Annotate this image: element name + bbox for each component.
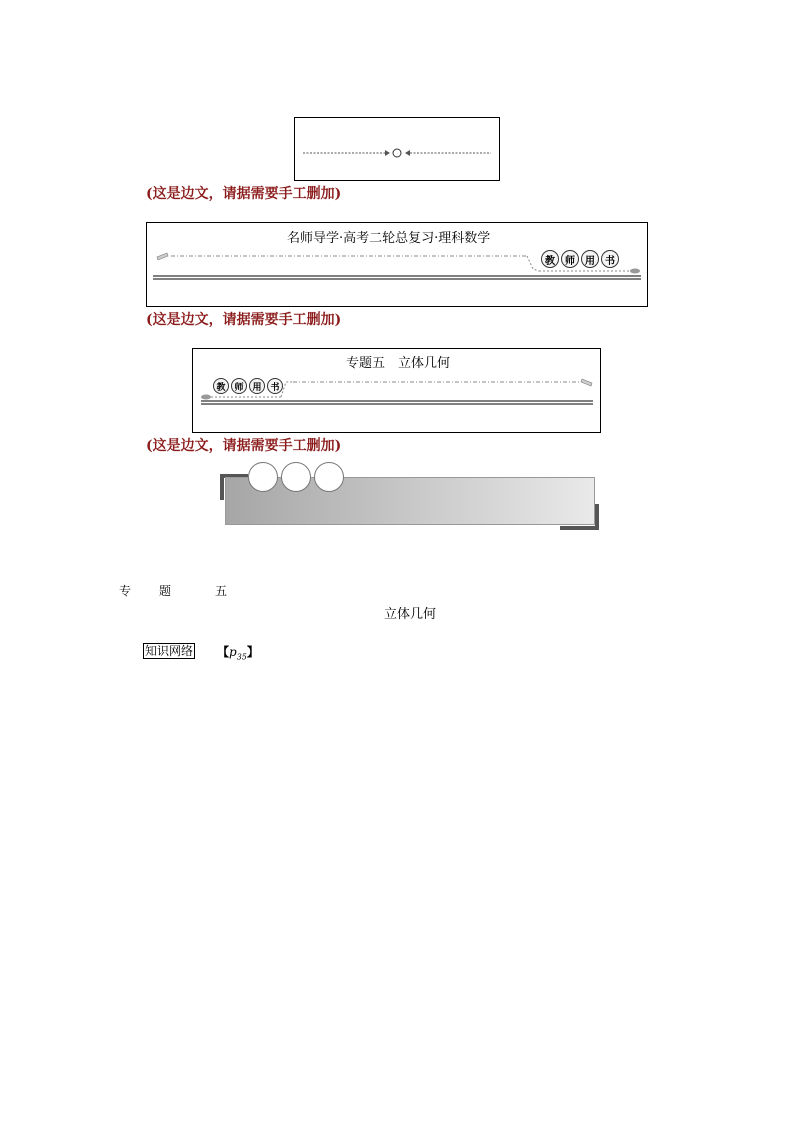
page-ref bbox=[217, 643, 259, 661]
chapter-banner bbox=[225, 477, 595, 525]
header-even-title: 专题五 立体几何 bbox=[346, 356, 451, 371]
page-ref-num: 35 bbox=[236, 652, 247, 662]
chapter-label-char-2: 题 bbox=[159, 584, 172, 598]
dotted-arrow-line bbox=[295, 118, 499, 180]
page-ref-close: 】 bbox=[246, 645, 259, 659]
banner-circle-1 bbox=[248, 462, 278, 492]
badge: 师 bbox=[561, 250, 579, 268]
pencil-icon bbox=[157, 253, 168, 260]
hand-icon bbox=[201, 395, 211, 400]
header-even-box bbox=[192, 348, 601, 433]
marker-box bbox=[294, 117, 500, 181]
pencil-icon bbox=[581, 379, 592, 386]
marker-circle bbox=[393, 149, 401, 157]
badge: 用 bbox=[249, 378, 265, 394]
page-ref-open: 【 bbox=[217, 645, 230, 659]
edge-note-1: (这是边文，请据需要手工删加) bbox=[146, 186, 342, 202]
banner-circle-2 bbox=[281, 462, 311, 492]
badge: 书 bbox=[267, 378, 283, 394]
header-odd-box bbox=[146, 222, 648, 307]
badge: 师 bbox=[231, 378, 247, 394]
badge: 教 bbox=[541, 250, 559, 268]
banner-circle-3 bbox=[314, 462, 344, 492]
edge-note-2: (这是边文，请据需要手工删加) bbox=[146, 312, 342, 328]
hand-icon bbox=[630, 269, 640, 274]
page-ref-p: p bbox=[229, 645, 237, 659]
chapter-label-char-1: 专 bbox=[119, 584, 132, 598]
section-heading: 知识网络 bbox=[145, 644, 194, 658]
badge: 用 bbox=[581, 250, 599, 268]
badge: 教 bbox=[213, 378, 229, 394]
edge-note-3: (这是边文，请据需要手工删加) bbox=[146, 438, 342, 454]
badge: 书 bbox=[601, 250, 619, 268]
header-odd-title: 名师导学·高考二轮总复习·理科数学 bbox=[287, 231, 491, 246]
header-even-badges bbox=[213, 378, 283, 394]
chapter-title: 立体几何 bbox=[384, 607, 437, 622]
header-odd-badges bbox=[541, 250, 619, 268]
banner-corner-br-h bbox=[560, 526, 599, 530]
chapter-label-char-3: 五 bbox=[215, 584, 228, 598]
